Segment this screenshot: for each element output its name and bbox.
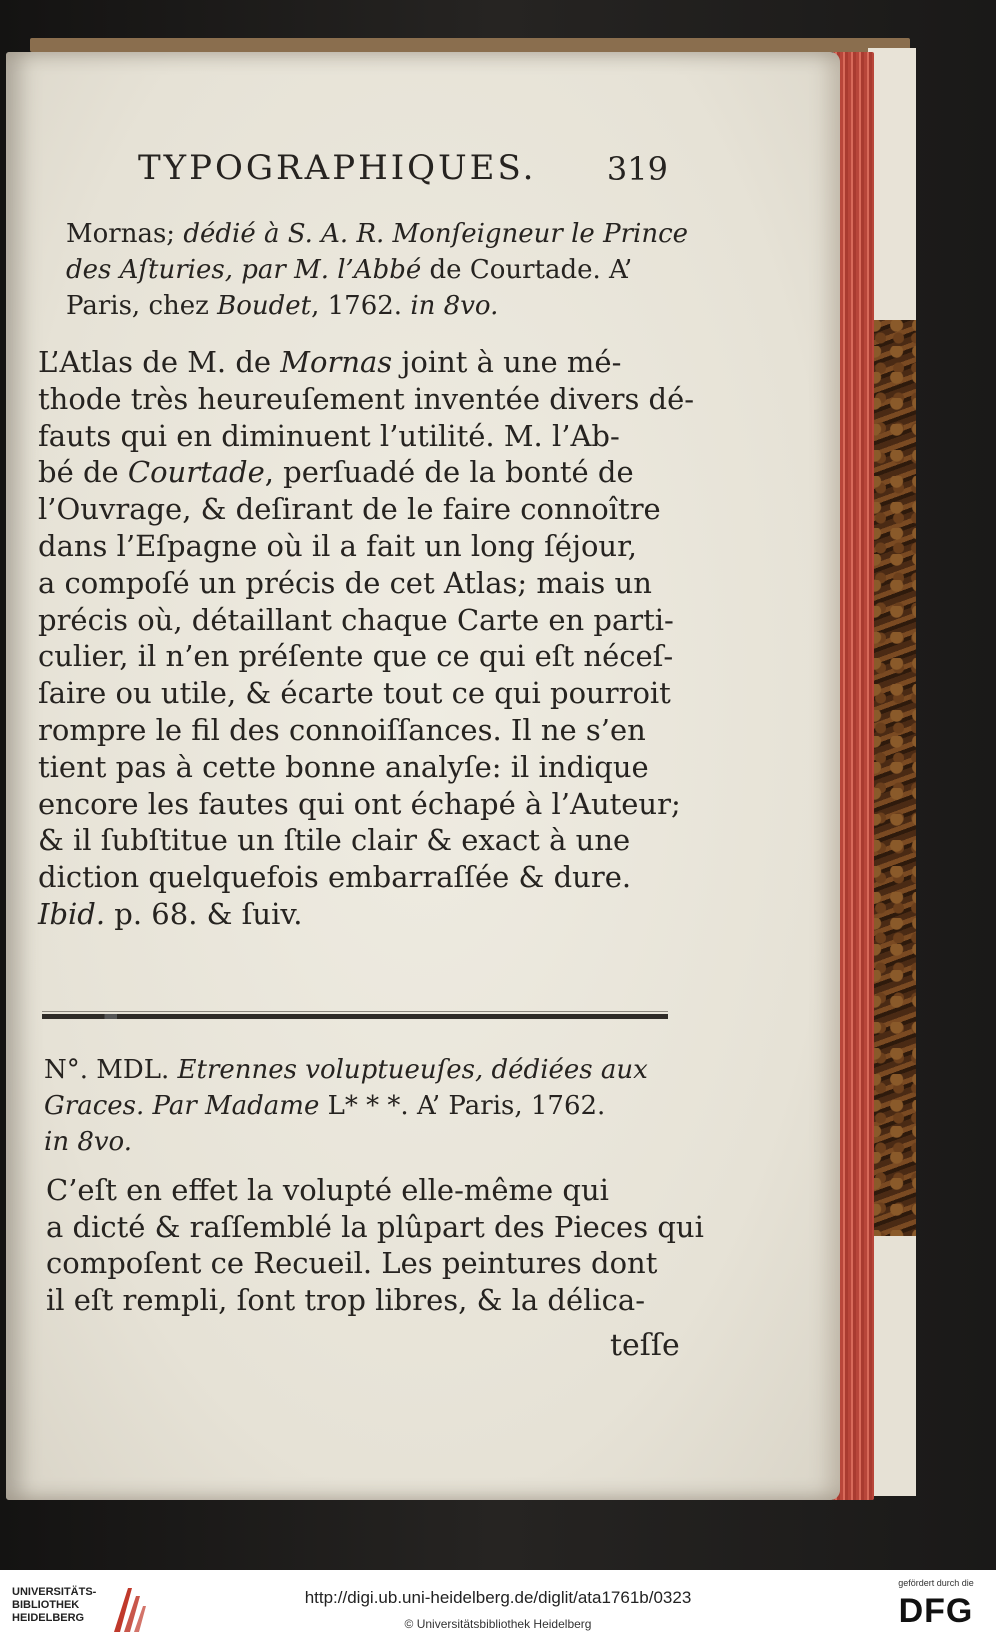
roman-text: Paris, chez [66, 291, 218, 321]
italic-text: Mornas [280, 345, 393, 379]
endpaper-bottom [868, 1236, 916, 1496]
running-head [138, 148, 668, 198]
italic-text: in 8vo. [410, 291, 499, 321]
funding-note: gefördert durch die [898, 1578, 974, 1588]
text-line [46, 1282, 645, 1318]
text-line [38, 749, 649, 785]
section-divider-rule [42, 1014, 668, 1019]
dfg-logo[interactable] [884, 1578, 988, 1638]
italic-text: in 8vo. [44, 1127, 133, 1157]
text-line [44, 1052, 648, 1088]
text-line [46, 1209, 704, 1245]
text-line [44, 1124, 132, 1160]
roman-text: ſaire ou utile, & écarte tout ce qui pourroit [38, 676, 671, 711]
text-line [38, 638, 673, 674]
funder-name: DFG [898, 1592, 974, 1630]
text-line [38, 528, 637, 564]
text-line [38, 381, 694, 417]
roman-text: dans l’Eſpagne où il a fait un long ſéjour, [38, 529, 637, 563]
text-line [38, 786, 681, 822]
roman-text: a compoſé un précis de cet Atlas; mais un [38, 565, 652, 600]
roman-text: thode très heureuſement inventée divers dé- [38, 381, 695, 416]
roman-text: précis où, détaillant chaque Carte en parti- [38, 602, 674, 637]
roman-text: L’Atlas de M. de [38, 345, 281, 379]
text-line [66, 216, 688, 252]
italic-text: dédié à S. A. R. Monſeigneur le Prince [183, 219, 689, 249]
roman-text: a dicté & raſſemblé la plûpart des Pieces qui [46, 1209, 704, 1244]
roman-text: & il ſubſtitue un ſtile clair & exact à une [38, 823, 631, 858]
roman-text: N°. MDL. [44, 1055, 178, 1085]
roman-text: bé de [38, 455, 128, 490]
running-title: TYPOGRAPHIQUES. [138, 148, 537, 188]
roman-text: C’eſt en effet la volupté elle-même qui [46, 1173, 609, 1207]
italic-text: Courtade [127, 455, 265, 490]
italic-text: Etrennes voluptueuſes, dédiées aux [177, 1055, 648, 1085]
italic-text: Ibid. [38, 897, 106, 931]
roman-text: rompre le fil des connoiſſances. Il ne s’en [38, 713, 646, 747]
text-line [38, 418, 620, 454]
text-line [38, 859, 631, 895]
text-line [38, 344, 621, 380]
text-line [38, 565, 652, 601]
roman-text: , 1762. [311, 291, 411, 321]
roman-text: , perſuadé de la bonté de [264, 455, 634, 490]
text-line [38, 454, 634, 490]
roman-text: compoſent ce Recueil. Les peintures dont [46, 1246, 658, 1280]
text-line [66, 288, 498, 324]
text-line [38, 822, 630, 858]
library-name-line: HEIDELBERG [12, 1612, 85, 1624]
roman-text: culier, il n’en préſente que ce qui eſt néceſ- [38, 639, 674, 674]
roman-text: il eſt rempli, ſont trop libres, & la délica- [46, 1282, 645, 1317]
roman-text: diction quelquefois embarraſſée & dure. [38, 860, 632, 895]
library-name-line: BIBLIOTHEK [12, 1599, 80, 1611]
footer-bar [0, 1570, 996, 1643]
roman-text: L* * *. A’ Paris, 1762. [319, 1091, 606, 1121]
text-line [38, 491, 661, 527]
text-line [44, 1088, 605, 1124]
marbled-cover-edge [868, 320, 916, 1240]
roman-text: Mornas; [66, 219, 184, 249]
roman-text: p. 68. & ſuiv. [105, 897, 303, 931]
text-line [66, 252, 632, 288]
roman-text: fauts qui en diminuent l’utilité. M. l’Ab- [38, 418, 620, 453]
text-line [46, 1245, 657, 1281]
library-name-line: UNIVERSITÄTS- [12, 1586, 97, 1598]
text-line [38, 675, 671, 711]
roman-text: encore les fautes qui ont échapé à l’Auteur; [38, 786, 681, 821]
italic-text: des Aſturies, par M. l’Abbé [66, 255, 422, 285]
text-line [38, 896, 303, 932]
roman-text: tient pas à cette bonne analyſe: il indique [38, 749, 649, 784]
permalink-url[interactable]: http://digi.ub.uni-heidelberg.de/diglit/ata1761b/0323 [304, 1588, 692, 1607]
page-number: 319 [606, 150, 668, 188]
italic-text: Graces. Par Madame [44, 1091, 320, 1121]
italic-text: Boudet [217, 291, 312, 321]
roman-text: l’Ouvrage, & deſirant de le faire connoître [38, 492, 661, 527]
roman-text: joint à une mé- [392, 345, 622, 379]
text-line [38, 712, 646, 748]
copyright-notice: © Universitätsbibliothek Heidelberg [404, 1617, 592, 1631]
roman-text: de Courtade. A’ [421, 255, 633, 285]
text-line [38, 602, 674, 638]
catchword: teſſe [610, 1328, 680, 1363]
endpaper-top [868, 48, 916, 328]
text-line [46, 1172, 609, 1208]
cover-board-edge [30, 38, 910, 52]
